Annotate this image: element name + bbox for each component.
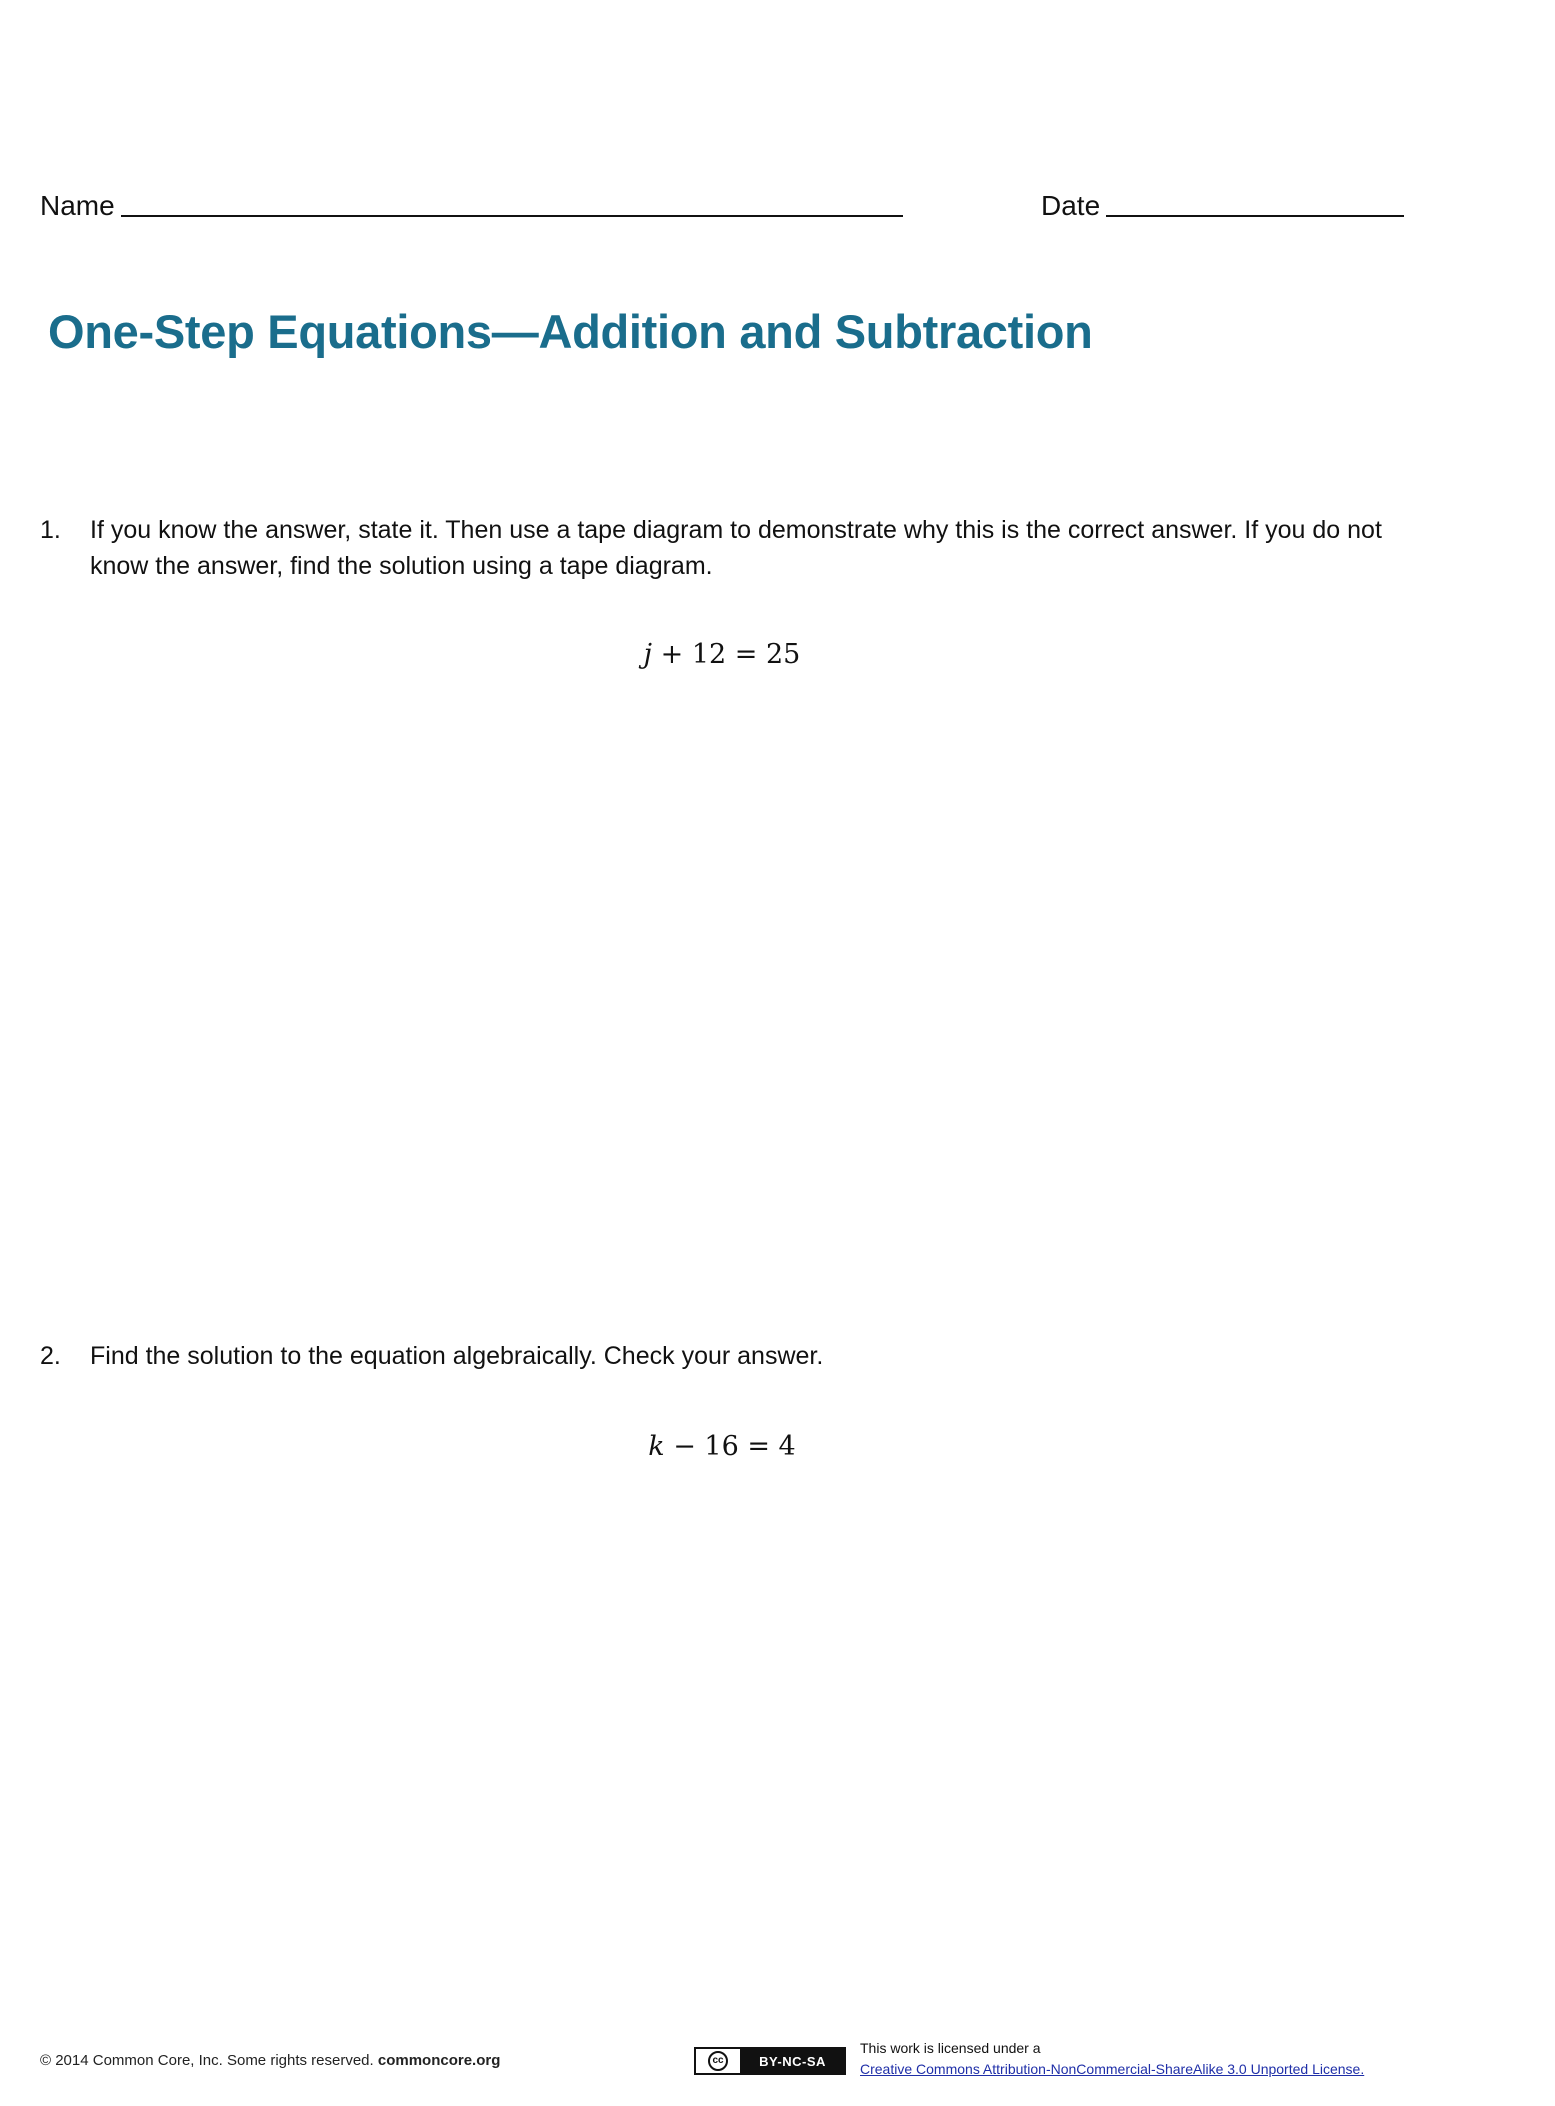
name-field-line[interactable] [121, 215, 903, 217]
footer-site-link[interactable]: commoncore.org [377, 2052, 501, 2069]
copyright-text: © 2014 Common Core, Inc. Some rights reserved. [40, 2052, 378, 2069]
equation-1-rest: + 12 = 25 [652, 639, 801, 670]
cc-badge-text: BY-NC-SA [741, 2049, 844, 2073]
license-intro: This work is licensed under a [860, 2040, 1041, 2056]
date-label: Date [1041, 190, 1101, 221]
cc-symbol: cc [708, 2051, 728, 2071]
question-2-text: Find the solution to the equation algebraically. Check your answer. [90, 1342, 824, 1370]
question-2-equation [522, 1429, 922, 1465]
equation-2-rest: − 16 = 4 [664, 1431, 796, 1462]
question-1-equation [522, 637, 922, 673]
license-link[interactable]: Creative Commons Attribution-NonCommercial-ShareAlike 3.0 Unported License. [860, 2061, 1365, 2077]
footer-copyright [40, 2051, 500, 2071]
question-2-number: 2. [40, 1342, 61, 1370]
name-label: Name [40, 190, 115, 221]
date-field-line[interactable] [1106, 215, 1404, 217]
cc-logo-icon [696, 2049, 741, 2073]
cc-license-badge[interactable] [694, 2047, 846, 2075]
question-1-number: 1. [40, 516, 61, 544]
equation-2-variable: k [648, 1431, 665, 1462]
page-title: One-Step Equations—Addition and Subtraction [48, 305, 1093, 358]
equation-1-variable: j [643, 639, 653, 670]
question-1-text: If you know the answer, state it. Then use a tape diagram to demonstrate why this is the correct answer. If you do not know the answer, find the solution using a tape diagram. [90, 516, 1382, 580]
